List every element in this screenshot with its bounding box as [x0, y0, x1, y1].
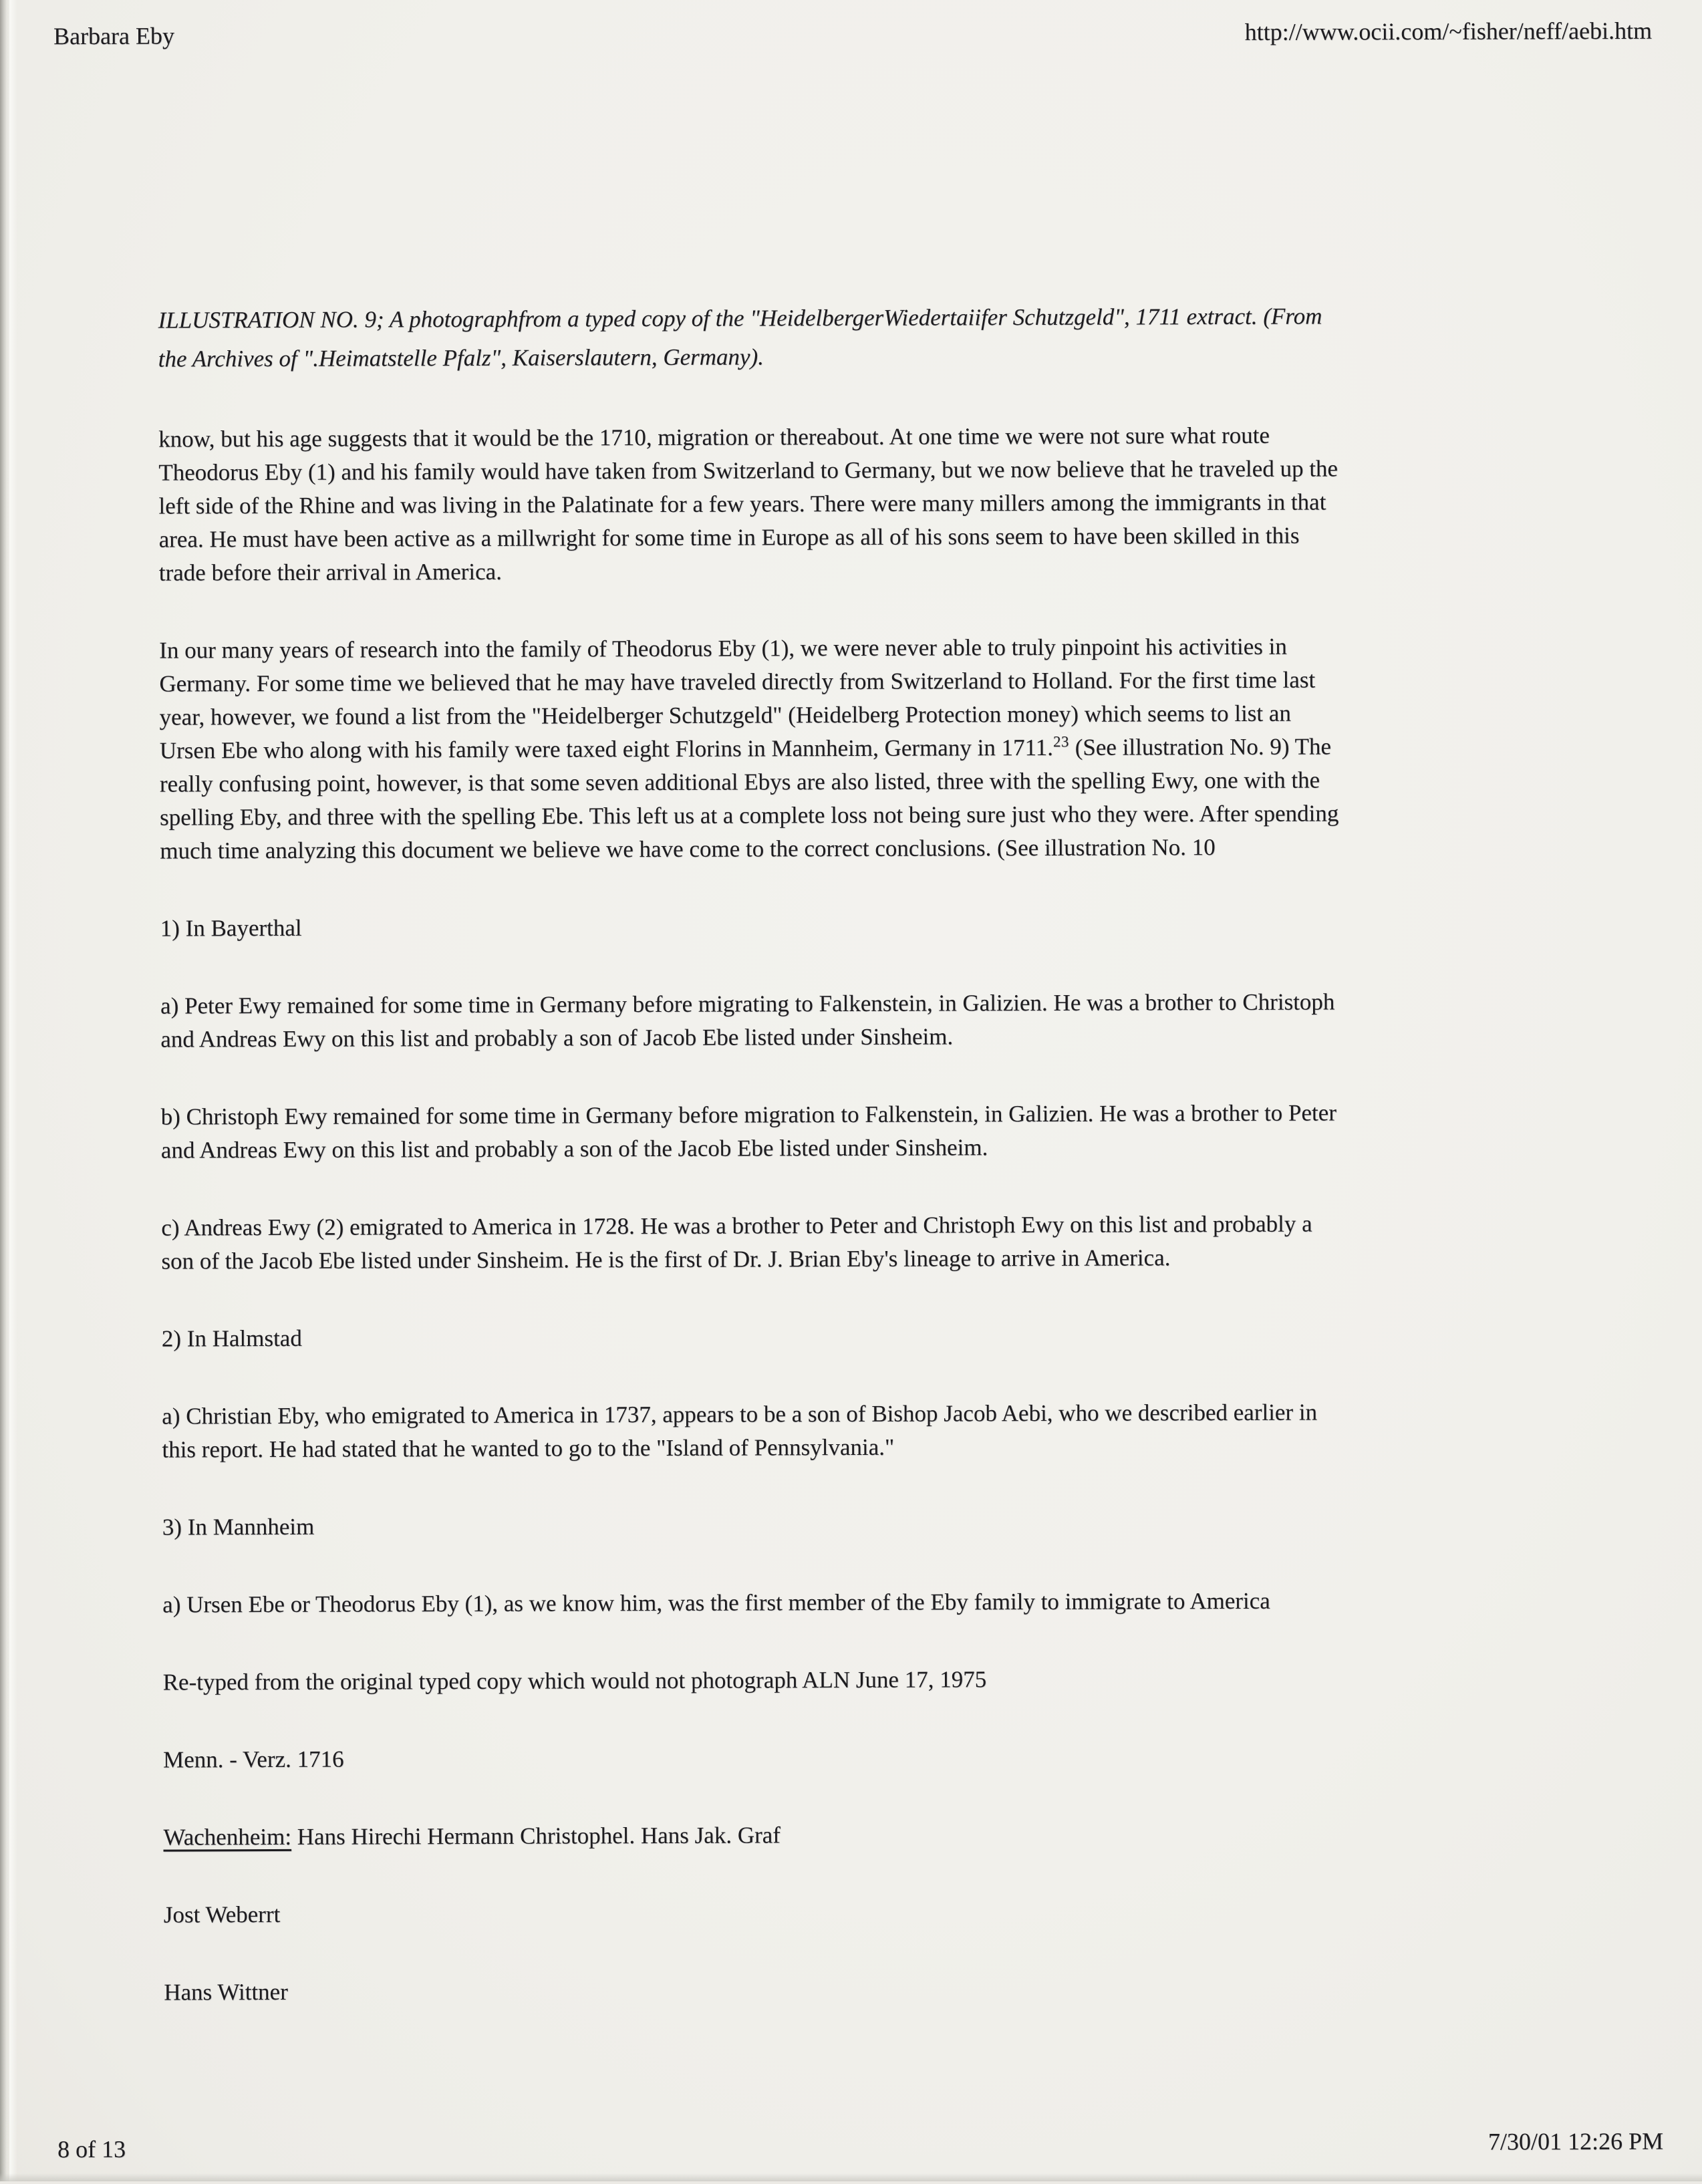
paragraph-andreas-ewy [161, 1206, 1584, 1278]
text-line: know, but his age suggests that it would be the 1710, migration or thereabout. At one time we were not sure what route [158, 422, 1270, 452]
paragraph-jost-weberrt: Jost Weberrt [163, 1901, 281, 1928]
text-line: c) Andreas Ewy (2) emigrated to America in 1728. He was a brother to Peter and Christoph Ewy on this list and probably a [161, 1210, 1312, 1241]
wachenheim-names: Hans Hirechi Hermann Christophel. Hans Jak. Graf [291, 1822, 781, 1850]
paragraph-research [159, 629, 1583, 867]
paragraph-migration-route [158, 418, 1582, 589]
illustration-caption [158, 296, 1581, 378]
paragraph-christian-eby [162, 1395, 1585, 1466]
text-line: much time analyzing this document we believe we have come to the correct conclusions. (See illustration No. 10 [160, 834, 1216, 864]
text-line: Theodorus Eby (1) and his family would have taken from Switzerland to Germany, but we now believe that he traveled up the [158, 455, 1338, 486]
text-line: left side of the Rhine and was living in the Palatinate for a few years. There were many millers among the immigrants in that [158, 489, 1326, 519]
header-author: Barbara Eby [53, 22, 175, 50]
document-body [158, 296, 1587, 2053]
text-line: area. He must have been active as a millwright for some time in Europe as all of his sons seem to have been skilled in this [158, 522, 1300, 553]
text-line: spelling Eby, and three with the spelling Ebe. This left us at a complete loss not being sure just who they were. After spending [160, 800, 1339, 831]
paragraph-research-lines-after [160, 763, 1584, 867]
text-line: trade before their arrival in America. [158, 558, 503, 586]
footnote-line-pre: Ursen Ebe who along with his family were taxed eight Florins in Mannheim, Germany in 1711. [159, 734, 1054, 764]
footnote-reference-23: 23 [1052, 733, 1069, 750]
wachenheim-label: Wachenheim: [163, 1823, 292, 1851]
text-line: son of the Jacob Ebe listed under Sinsheim. He is the first of Dr. J. Brian Eby's lineage to arrive in America. [161, 1244, 1171, 1274]
text-line: ILLUSTRATION NO. 9; A photographfrom a typed copy of the "HeidelbergerWiedertaiifer Schutzgeld", 1711 extract. (From [158, 303, 1322, 333]
heading-bayerthal: 1) In Bayerthal [160, 914, 302, 942]
paragraph-research-lines-before [159, 629, 1583, 734]
text-line: b) Christoph Ewy remained for some time in Germany before migration to Falkenstein, in Galizien. He was a brother to Peter [160, 1099, 1337, 1130]
paragraph-retyped-note: Re-typed from the original typed copy which would not photograph ALN June 17, 1975 [162, 1666, 987, 1695]
text-line: a) Christian Eby, who emigrated to America in 1737, appears to be a son of Bishop Jacob Aebi, who we described earlier in [162, 1399, 1318, 1429]
text-line: In our many years of research into the family of Theodorus Eby (1), we were never able to truly pinpoint his activities in [159, 633, 1287, 664]
text-line: Germany. For some time we believed that he may have traveled directly from Switzerland to Holland. For the first time last [159, 666, 1316, 697]
footnote-line-post: (See illustration No. 9) The [1069, 733, 1332, 761]
paragraph-ursen-ebe: a) Ursen Ebe or Theodorus Eby (1), as we know him, was the first member of the Eby family to immigrate to America [162, 1587, 1270, 1618]
text-line: this report. He had stated that he wanted to go to the "Island of Pennsylvania." [162, 1434, 895, 1463]
footer-timestamp: 7/30/01 12:26 PM [1487, 2127, 1664, 2155]
paragraph-peter-ewy [160, 984, 1584, 1056]
text-line: year, however, we found a list from the "Heidelberger Schutzgeld" (Heidelberg Protection money) which seems to list an [159, 700, 1291, 730]
paragraph-menn-verz: Menn. - Verz. 1716 [162, 1746, 344, 1773]
paragraph-hans-wittner: Hans Wittner [164, 1978, 288, 2006]
heading-mannheim: 3) In Mannheim [162, 1513, 315, 1540]
footer-page-number: 8 of 13 [57, 2135, 126, 2163]
text-line: and Andreas Ewy on this list and probably a son of Jacob Ebe listed under Sinsheim. [160, 1023, 954, 1053]
paragraph-christoph-ewy [161, 1095, 1584, 1167]
paragraph-research-footnote-line [160, 729, 1583, 767]
text-line: a) Peter Ewy remained for some time in Germany before migrating to Falkenstein, in Galizien. He was a brother to Christoph [160, 988, 1335, 1019]
text-line: and Andreas Ewy on this list and probably a son of the Jacob Ebe listed under Sinsheim. [160, 1134, 988, 1164]
text-line: the Archives of ".Heimatstelle Pfalz", Kaiserslautern, Germany). [158, 344, 764, 372]
text-line: really confusing point, however, is that some seven additional Ebys are also listed, three with the spelling Ewy, one with the [159, 767, 1320, 797]
header-url: http://www.ocii.com/~fisher/neff/aebi.htm [1244, 17, 1653, 45]
paragraph-wachenheim [163, 1816, 1586, 1854]
heading-halmstad: 2) In Halmstad [161, 1325, 302, 1352]
